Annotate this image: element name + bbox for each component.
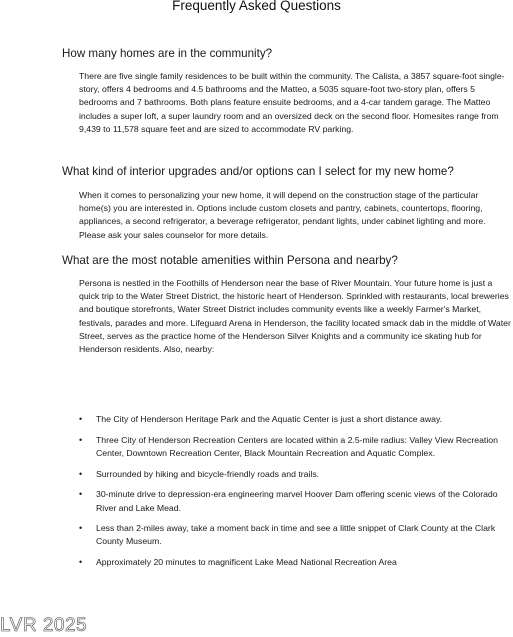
list-item (79, 522, 511, 548)
bullet-icon: • (79, 489, 83, 500)
list-item-text: Less than 2-miles away, take a moment back in time and see a little snippet of Clark County at the Clark County Museum. (96, 523, 496, 547)
bullet-icon: • (79, 557, 83, 568)
list-item (79, 488, 511, 514)
faq-answer-homes-count: There are five single family residences to be built within the community. The Calista, a 3857 square-foot single-story, offers 4 bedrooms and 4.5 bathrooms and the Matteo, a 5035 square-foot two-story plan, offers 5 bedrooms and 7 bathrooms. Both plans feature ensuite bedrooms, and a 4-car tandem garage. The Matteo includes a super loft, a super laundry room and an oversized deck on the second floor. Homesites range from 9,439 to 11,578 square feet and are sized to accommodate RV parking. (79, 71, 505, 134)
list-item-text: Surrounded by hiking and bicycle-friendly roads and trails. (96, 468, 320, 479)
faq-answer-amenities: Persona is nestled in the Foothills of Henderson near the base of River Mountain. Your future home is just a quick trip to the Water Street District, the historic heart of Henderson. Sprinkled with restaurants, local breweries and boutique storefronts, Water Street District includes community events like a weekly Farmer's Market, festivals, parades and more. Lifeguard Arena in Henderson, the facility located smack dab in the middle of Water Street, serves as the practice home of the Henderson Silver Knights and a community ice skating hub for Henderson residents. Also, nearby: (79, 278, 511, 355)
list-item-text: 30-minute drive to depression-era engineering marvel Hoover Dam offering scenic views of the Colorado River and Lake Mead. (96, 489, 498, 513)
list-item (79, 413, 511, 426)
bullet-icon: • (79, 434, 83, 445)
page-title: Frequently Asked Questions (172, 0, 341, 13)
bullet-icon: • (79, 414, 83, 424)
list-item-text: The City of Henderson Heritage Park and the Aquatic Center is just a short distance away. (96, 414, 443, 424)
list-item-text: Three City of Henderson Recreation Centers are located within a 2.5-mile radius: Valley View Recreation Center, Downtown Recreation Center, Black Mountain Recreation and Aquatic Complex. (96, 434, 498, 458)
watermark: LVR 2025 (0, 615, 88, 636)
faq-question-amenities: What are the most notable amenities within Persona and nearby? (62, 254, 398, 267)
amenities-bullet-list (79, 413, 511, 577)
list-item (79, 468, 511, 481)
faq-question-homes-count: How many homes are in the community? (62, 47, 273, 60)
bullet-icon: • (79, 523, 83, 534)
faq-question-interior-upgrades: What kind of interior upgrades and/or options can I select for my new home? (62, 165, 454, 178)
bullet-icon: • (79, 468, 83, 479)
list-item (79, 434, 511, 460)
list-item (79, 556, 511, 569)
faq-answer-interior-upgrades: When it comes to personalizing your new home, it will depend on the construction stage of the particular home(s) you are interested in. Options include custom closets and pantry, cabinets, countertops, flooring, appliances, a second refrigerator, a beverage refrigerator, pendant lights, under cabinet lighting and more. Please ask your sales counselor for more details. (79, 190, 486, 240)
list-item-text: Approximately 20 minutes to magnificent Lake Mead National Recreation Area (96, 557, 397, 568)
